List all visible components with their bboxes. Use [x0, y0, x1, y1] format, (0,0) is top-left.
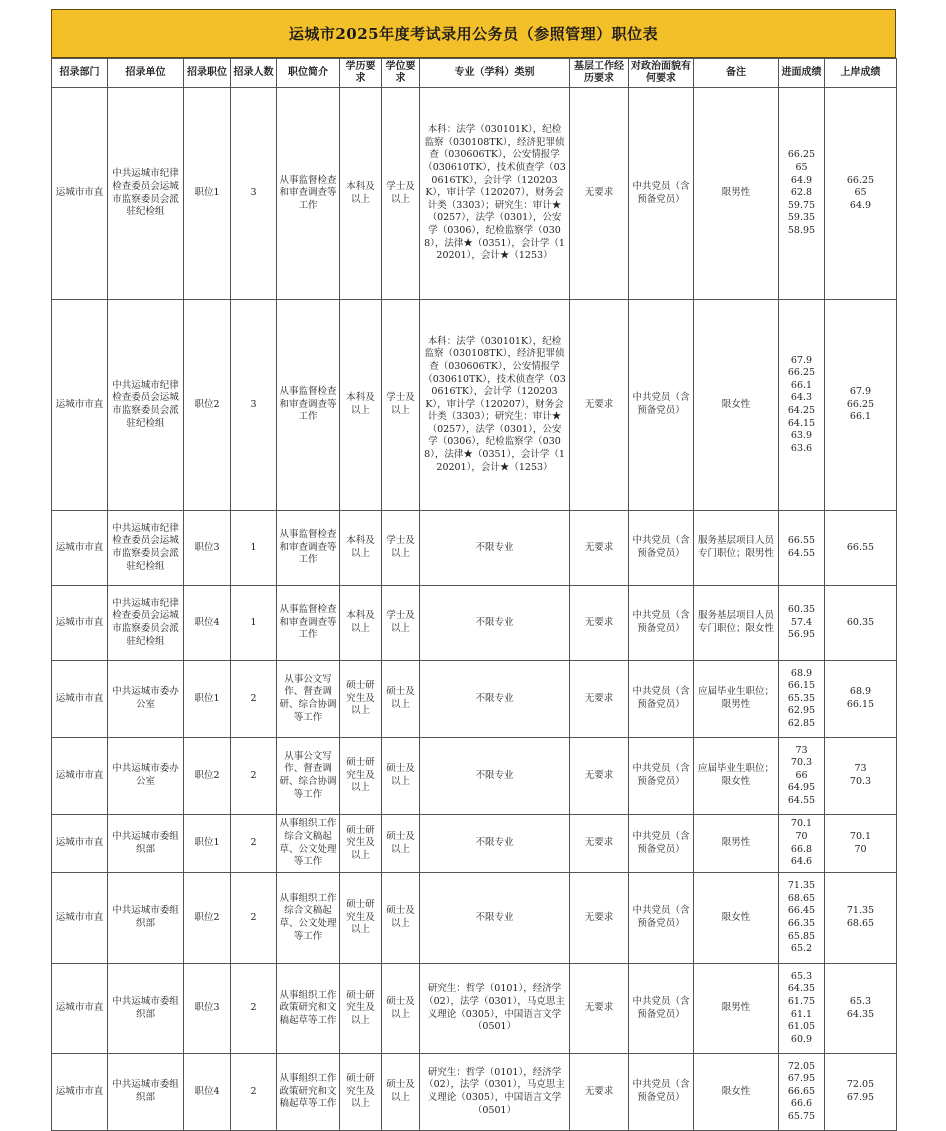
header-row: [52, 59, 897, 88]
major-cell: 不限专业: [420, 873, 570, 964]
politics-cell: 中共党员（含预备党员）: [629, 586, 694, 661]
final-score-cell: 70.1 70: [825, 815, 897, 873]
dept-cell: 运城市市直: [52, 586, 108, 661]
notes-cell: 服务基层项目人员专门职位；限女性: [694, 586, 779, 661]
unit-cell: 中共运城市纪律检查委员会运城市监察委员会派驻纪检组: [108, 586, 184, 661]
intro-cell: 从事组织工作综合文稿起草、公文处理等工作: [277, 815, 340, 873]
final-score-cell: 66.55: [825, 511, 897, 586]
column-header-13: 上岸成绩: [825, 59, 897, 88]
dept-cell: 运城市市直: [52, 738, 108, 815]
final-score-cell: 65.3 64.35: [825, 964, 897, 1054]
unit-cell: 中共运城市委办公室: [108, 661, 184, 738]
experience-cell: 无要求: [570, 815, 629, 873]
experience-cell: 无要求: [570, 586, 629, 661]
position-cell: 职位3: [184, 964, 231, 1054]
table-row: [52, 964, 897, 1054]
edu-cell: 硕士研究生及以上: [340, 738, 382, 815]
edu-cell: 本科及以上: [340, 511, 382, 586]
count-cell: 2: [231, 873, 277, 964]
politics-cell: 中共党员（含预备党员）: [629, 738, 694, 815]
unit-cell: 中共运城市委办公室: [108, 738, 184, 815]
interview-score-cell: 66.25 65 64.9 62.8 59.75 59.35 58.95: [779, 88, 825, 300]
intro-cell: 从事组织工作综合文稿起草、公文处理等工作: [277, 873, 340, 964]
notes-cell: 限女性: [694, 300, 779, 511]
politics-cell: 中共党员（含预备党员）: [629, 873, 694, 964]
column-header-2: 招录单位: [108, 59, 184, 88]
table-title: 运城市2025年度考试录用公务员（参照管理）职位表: [51, 9, 896, 58]
position-cell: 职位1: [184, 661, 231, 738]
position-cell: 职位1: [184, 88, 231, 300]
dept-cell: 运城市市直: [52, 511, 108, 586]
position-table: [51, 58, 897, 1131]
unit-cell: 中共运城市纪律检查委员会运城市监察委员会派驻纪检组: [108, 300, 184, 511]
interview-score-cell: 68.9 66.15 65.35 62.95 62.85: [779, 661, 825, 738]
count-cell: 2: [231, 815, 277, 873]
final-score-cell: 66.25 65 64.9: [825, 88, 897, 300]
unit-cell: 中共运城市纪律检查委员会运城市监察委员会派驻纪检组: [108, 511, 184, 586]
dept-cell: 运城市市直: [52, 661, 108, 738]
dept-cell: 运城市市直: [52, 300, 108, 511]
count-cell: 2: [231, 1054, 277, 1131]
notes-cell: 限男性: [694, 815, 779, 873]
intro-cell: 从事监督检查和审查调查等工作: [277, 586, 340, 661]
table-row: [52, 88, 897, 300]
final-score-cell: 67.9 66.25 66.1: [825, 300, 897, 511]
degree-cell: 学士及以上: [382, 586, 420, 661]
table-row: [52, 815, 897, 873]
degree-cell: 学士及以上: [382, 88, 420, 300]
count-cell: 2: [231, 964, 277, 1054]
experience-cell: 无要求: [570, 511, 629, 586]
count-cell: 2: [231, 661, 277, 738]
column-header-6: 学历要求: [340, 59, 382, 88]
dept-cell: 运城市市直: [52, 815, 108, 873]
edu-cell: 硕士研究生及以上: [340, 661, 382, 738]
experience-cell: 无要求: [570, 661, 629, 738]
table-row: [52, 738, 897, 815]
unit-cell: 中共运城市委组织部: [108, 873, 184, 964]
notes-cell: 应届毕业生职位；限女性: [694, 738, 779, 815]
major-cell: 不限专业: [420, 511, 570, 586]
major-cell: 不限专业: [420, 586, 570, 661]
experience-cell: 无要求: [570, 738, 629, 815]
dept-cell: 运城市市直: [52, 964, 108, 1054]
notes-cell: 限男性: [694, 964, 779, 1054]
final-score-cell: 68.9 66.15: [825, 661, 897, 738]
dept-cell: 运城市市直: [52, 88, 108, 300]
column-header-4: 招录人数: [231, 59, 277, 88]
degree-cell: 硕士及以上: [382, 1054, 420, 1131]
interview-score-cell: 70.1 70 66.8 64.6: [779, 815, 825, 873]
degree-cell: 硕士及以上: [382, 815, 420, 873]
edu-cell: 硕士研究生及以上: [340, 873, 382, 964]
politics-cell: 中共党员（含预备党员）: [629, 511, 694, 586]
major-cell: 本科：法学（030101K），纪检监察（030108TK），经济犯罪侦查（030606TK），公安情报学（030610TK），技术侦查学（030616TK），会计学（120203K），审计学（120207），财务会计类（3303）；研究生：审计★（0257），法学（0301），公安学（0306），纪检监察学（0308），法律★（0351），会计学（120201），会计★（1253）: [420, 88, 570, 300]
position-cell: 职位2: [184, 873, 231, 964]
intro-cell: 从事组织工作政策研究和文稿起草等工作: [277, 964, 340, 1054]
major-cell: 不限专业: [420, 738, 570, 815]
final-score-cell: 72.05 67.95: [825, 1054, 897, 1131]
degree-cell: 硕士及以上: [382, 661, 420, 738]
dept-cell: 运城市市直: [52, 873, 108, 964]
politics-cell: 中共党员（含预备党员）: [629, 300, 694, 511]
column-header-10: 对政治面貌有何要求: [629, 59, 694, 88]
degree-cell: 硕士及以上: [382, 873, 420, 964]
edu-cell: 硕士研究生及以上: [340, 815, 382, 873]
table-body: [52, 88, 897, 1131]
position-cell: 职位2: [184, 738, 231, 815]
edu-cell: 本科及以上: [340, 586, 382, 661]
degree-cell: 学士及以上: [382, 511, 420, 586]
intro-cell: 从事公文写作、督查调研、综合协调等工作: [277, 738, 340, 815]
table-row: [52, 586, 897, 661]
position-cell: 职位1: [184, 815, 231, 873]
major-cell: 不限专业: [420, 815, 570, 873]
politics-cell: 中共党员（含预备党员）: [629, 815, 694, 873]
interview-score-cell: 65.3 64.35 61.75 61.1 61.05 60.9: [779, 964, 825, 1054]
edu-cell: 硕士研究生及以上: [340, 964, 382, 1054]
dept-cell: 运城市市直: [52, 1054, 108, 1131]
unit-cell: 中共运城市纪律检查委员会运城市监察委员会派驻纪检组: [108, 88, 184, 300]
unit-cell: 中共运城市委组织部: [108, 964, 184, 1054]
experience-cell: 无要求: [570, 964, 629, 1054]
position-cell: 职位4: [184, 586, 231, 661]
notes-cell: 应届毕业生职位；限男性: [694, 661, 779, 738]
experience-cell: 无要求: [570, 88, 629, 300]
count-cell: 1: [231, 511, 277, 586]
edu-cell: 本科及以上: [340, 300, 382, 511]
column-header-5: 职位简介: [277, 59, 340, 88]
final-score-cell: 71.35 68.65: [825, 873, 897, 964]
notes-cell: 限女性: [694, 1054, 779, 1131]
politics-cell: 中共党员（含预备党员）: [629, 964, 694, 1054]
table-row: [52, 873, 897, 964]
major-cell: 不限专业: [420, 661, 570, 738]
notes-cell: 服务基层项目人员专门职位；限男性: [694, 511, 779, 586]
column-header-1: 招录部门: [52, 59, 108, 88]
notes-cell: 限女性: [694, 873, 779, 964]
table-row: [52, 1054, 897, 1131]
column-header-3: 招录职位: [184, 59, 231, 88]
column-header-11: 备注: [694, 59, 779, 88]
interview-score-cell: 60.35 57.4 56.95: [779, 586, 825, 661]
politics-cell: 中共党员（含预备党员）: [629, 1054, 694, 1131]
interview-score-cell: 66.55 64.55: [779, 511, 825, 586]
column-header-7: 学位要求: [382, 59, 420, 88]
politics-cell: 中共党员（含预备党员）: [629, 88, 694, 300]
position-cell: 职位2: [184, 300, 231, 511]
degree-cell: 硕士及以上: [382, 738, 420, 815]
column-header-12: 进面成绩: [779, 59, 825, 88]
position-cell: 职位3: [184, 511, 231, 586]
final-score-cell: 73 70.3: [825, 738, 897, 815]
experience-cell: 无要求: [570, 300, 629, 511]
count-cell: 3: [231, 88, 277, 300]
interview-score-cell: 71.35 68.65 66.45 66.35 65.85 65.2: [779, 873, 825, 964]
table-row: [52, 300, 897, 511]
count-cell: 3: [231, 300, 277, 511]
column-header-8: 专业（学科）类别: [420, 59, 570, 88]
table-row: [52, 661, 897, 738]
major-cell: 研究生：哲学（0101），经济学（02），法学（0301），马克思主义理论（0305），中国语言文学（0501）: [420, 1054, 570, 1131]
interview-score-cell: 67.9 66.25 66.1 64.3 64.25 64.15 63.9 63.6: [779, 300, 825, 511]
degree-cell: 硕士及以上: [382, 964, 420, 1054]
degree-cell: 学士及以上: [382, 300, 420, 511]
count-cell: 2: [231, 738, 277, 815]
unit-cell: 中共运城市委组织部: [108, 815, 184, 873]
interview-score-cell: 73 70.3 66 64.95 64.55: [779, 738, 825, 815]
experience-cell: 无要求: [570, 1054, 629, 1131]
intro-cell: 从事公文写作、督查调研、综合协调等工作: [277, 661, 340, 738]
politics-cell: 中共党员（含预备党员）: [629, 661, 694, 738]
notes-cell: 限男性: [694, 88, 779, 300]
intro-cell: 从事组织工作政策研究和文稿起草等工作: [277, 1054, 340, 1131]
intro-cell: 从事监督检查和审查调查等工作: [277, 511, 340, 586]
count-cell: 1: [231, 586, 277, 661]
column-header-9: 基层工作经历要求: [570, 59, 629, 88]
interview-score-cell: 72.05 67.95 66.65 66.6 65.75: [779, 1054, 825, 1131]
final-score-cell: 60.35: [825, 586, 897, 661]
major-cell: 本科：法学（030101K），纪检监察（030108TK），经济犯罪侦查（030606TK），公安情报学（030610TK），技术侦查学（030616TK），会计学（120203K），审计学（120207），财务会计类（3303）；研究生：审计★（0257），法学（0301），公安学（0306），纪检监察学（0308），法律★（0351），会计学（120201），会计★（1253）: [420, 300, 570, 511]
edu-cell: 本科及以上: [340, 88, 382, 300]
table-row: [52, 511, 897, 586]
experience-cell: 无要求: [570, 873, 629, 964]
intro-cell: 从事监督检查和审查调查等工作: [277, 88, 340, 300]
position-table-sheet: [51, 9, 896, 1131]
intro-cell: 从事监督检查和审查调查等工作: [277, 300, 340, 511]
unit-cell: 中共运城市委组织部: [108, 1054, 184, 1131]
major-cell: 研究生：哲学（0101），经济学（02），法学（0301），马克思主义理论（0305），中国语言文学（0501）: [420, 964, 570, 1054]
position-cell: 职位4: [184, 1054, 231, 1131]
edu-cell: 硕士研究生及以上: [340, 1054, 382, 1131]
